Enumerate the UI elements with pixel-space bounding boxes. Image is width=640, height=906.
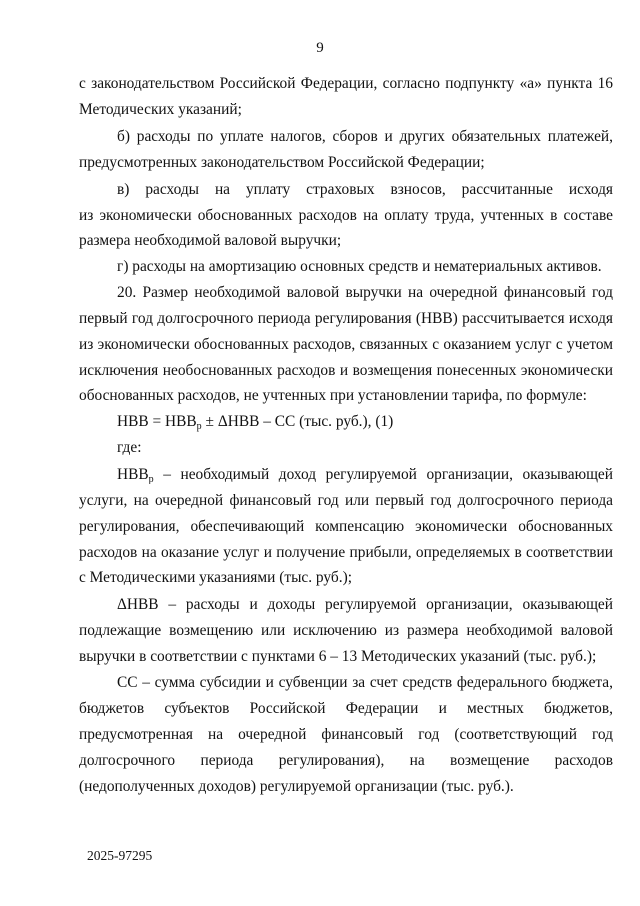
text-line: предусмотренная на очередной финансовый год (соответствующий год bbox=[79, 726, 613, 743]
text-line: 20. Размер необходимой валовой выручки на очередной финансовый год bbox=[117, 284, 613, 301]
text-line: предусмотренных законодательством Российской Федерации; bbox=[79, 154, 485, 171]
term: НВВ bbox=[117, 466, 149, 483]
text-line: расходов на оказание услуг и получение прибыли, определяемых в соответствии bbox=[79, 544, 613, 561]
text-line: в) расходы на уплату страховых взносов, рассчитанные исходя bbox=[117, 181, 613, 198]
text-line: из экономически обоснованных расходов на оплату труда, учтенных в составе bbox=[79, 207, 613, 224]
text-line: г) расходы на амортизацию основных средств и нематериальных активов. bbox=[117, 258, 602, 275]
text-line: услуги, на очередной финансовый год или первый год долгосрочного периода bbox=[79, 492, 613, 509]
text-line: с Методическими указаниями (тыс. руб.); bbox=[79, 569, 352, 586]
text-line: где: bbox=[117, 439, 142, 456]
formula-part: НВВ = НВВ bbox=[117, 413, 197, 430]
text-line: долгосрочного периода регулирования), на возмещение расходов bbox=[79, 752, 613, 769]
formula-subscript: р bbox=[196, 421, 202, 432]
definition-line bbox=[117, 466, 613, 484]
text-line: выручки в соответствии с пунктами 6 – 13 Методических указаний (тыс. руб.); bbox=[79, 648, 597, 665]
definition-text: – необходимый доход регулируемой организации, оказывающей bbox=[153, 466, 613, 483]
text-line: СС – сумма субсидии и субвенции за счет средств федерального бюджета, bbox=[117, 674, 613, 691]
text-line: б) расходы по уплате налогов, сборов и других обязательных платежей, bbox=[117, 128, 613, 145]
text-line: подлежащие возмещению или исключению из размера необходимой валовой bbox=[79, 622, 613, 639]
text-line: обоснованных расходов, не учтенных при установлении тарифа, по формуле: bbox=[79, 387, 587, 404]
formula-line bbox=[117, 413, 613, 431]
text-line: размера необходимой валовой выручки; bbox=[79, 232, 342, 249]
text-line: (недополученных доходов) регулируемой организации (тыс. руб.). bbox=[79, 778, 514, 795]
text-line: Методических указаний; bbox=[79, 101, 242, 118]
text-line: с законодательством Российской Федерации, согласно подпункту «а» пункта 16 bbox=[79, 75, 613, 92]
formula-part: ± ΔНВВ – СС (тыс. руб.), (1) bbox=[201, 413, 394, 430]
text-line: ΔНВВ – расходы и доходы регулируемой организации, оказывающей bbox=[117, 596, 613, 613]
page-number: 9 bbox=[316, 40, 324, 56]
text-line: регулирования, обеспечивающий компенсацию экономически обоснованных bbox=[79, 518, 613, 535]
text-line: из экономически обоснованных расходов, связанных с оказанием услуг с учетом bbox=[79, 336, 613, 353]
text-line: первый год долгосрочного периода регулирования (НВВ) рассчитывается исходя bbox=[79, 310, 613, 327]
text-line: исключения необоснованных расходов и возмещения понесенных экономически bbox=[79, 362, 613, 379]
text-line: бюджетов субъектов Российской Федерации и местных бюджетов, bbox=[79, 700, 613, 717]
term-subscript: р bbox=[148, 474, 154, 484]
document-code: 2025-97295 bbox=[87, 848, 153, 863]
